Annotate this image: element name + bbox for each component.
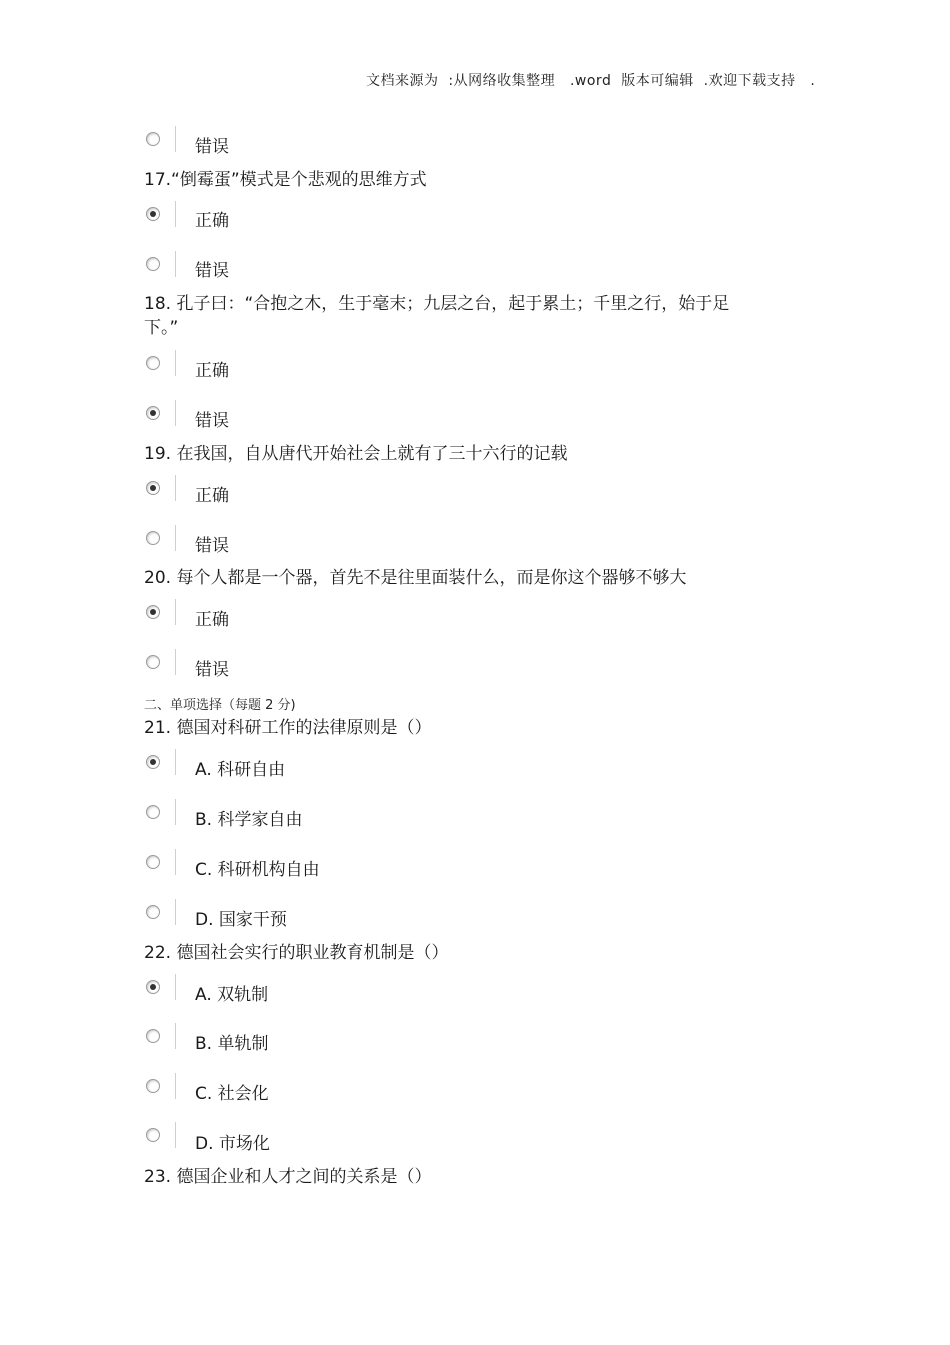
option-divider — [175, 749, 176, 775]
option-divider — [175, 201, 176, 227]
section-heading-single-choice: 二、单项选择（每题 2 分) — [144, 698, 296, 713]
radio-q16-wrong[interactable] — [146, 132, 160, 146]
option-label-q17-wrong: 错误 — [195, 261, 229, 281]
option-divider — [175, 350, 176, 376]
option-divider — [175, 1073, 176, 1099]
option-label-q22-c: C. 社会化 — [195, 1084, 269, 1104]
option-divider — [175, 599, 176, 625]
option-divider — [175, 649, 176, 675]
option-label-q19-wrong: 错误 — [195, 536, 229, 556]
radio-q20-wrong[interactable] — [146, 655, 160, 669]
radio-q22-b[interactable] — [146, 1029, 160, 1043]
radio-q22-a[interactable] — [146, 980, 160, 994]
radio-q21-a[interactable] — [146, 755, 160, 769]
radio-q22-c[interactable] — [146, 1079, 160, 1093]
option-label-q22-d: D. 市场化 — [195, 1134, 270, 1154]
option-divider — [175, 251, 176, 277]
page-header-note: 文档来源为 :从网络收集整理 .word 版本可编辑 .欢迎下载支持 . — [366, 73, 816, 89]
option-divider — [175, 849, 176, 875]
option-divider — [175, 525, 176, 551]
option-label-q18-correct: 正确 — [195, 361, 229, 381]
radio-q17-correct[interactable] — [146, 207, 160, 221]
option-divider — [175, 400, 176, 426]
question-17: 17.“倒霉蛋”模式是个悲观的思维方式 — [144, 170, 427, 190]
question-21: 21. 德国对科研工作的法律原则是（） — [144, 718, 432, 738]
radio-q19-correct[interactable] — [146, 481, 160, 495]
option-label-q22-a: A. 双轨制 — [195, 985, 269, 1005]
radio-q21-c[interactable] — [146, 855, 160, 869]
question-18-line1: 18. 孔子曰：“合抱之木，生于毫末；九层之台，起于累土；千里之行，始于足 — [144, 294, 730, 314]
option-label-q20-wrong: 错误 — [195, 660, 229, 680]
option-divider — [175, 475, 176, 501]
option-label-q21-d: D. 国家干预 — [195, 910, 287, 930]
option-label-q20-correct: 正确 — [195, 610, 229, 630]
question-19: 19. 在我国，自从唐代开始社会上就有了三十六行的记载 — [144, 444, 568, 464]
option-label-q21-b: B. 科学家自由 — [195, 810, 303, 830]
option-label-q21-c: C. 科研机构自由 — [195, 860, 320, 880]
radio-q18-correct[interactable] — [146, 356, 160, 370]
radio-q20-correct[interactable] — [146, 605, 160, 619]
option-divider — [175, 799, 176, 825]
radio-q18-wrong[interactable] — [146, 406, 160, 420]
option-label-q22-b: B. 单轨制 — [195, 1034, 269, 1054]
option-label-q19-correct: 正确 — [195, 486, 229, 506]
option-divider — [175, 899, 176, 925]
question-23: 23. 德国企业和人才之间的关系是（） — [144, 1167, 432, 1187]
option-divider — [175, 1023, 176, 1049]
radio-q21-b[interactable] — [146, 805, 160, 819]
question-20: 20. 每个人都是一个器，首先不是往里面装什么，而是你这个器够不够大 — [144, 568, 687, 588]
question-18-line2: 下。” — [144, 318, 179, 338]
radio-q21-d[interactable] — [146, 905, 160, 919]
option-divider — [175, 1122, 176, 1148]
radio-q19-wrong[interactable] — [146, 531, 160, 545]
option-label-q16-wrong: 错误 — [195, 137, 229, 157]
option-divider — [175, 974, 176, 1000]
radio-q17-wrong[interactable] — [146, 257, 160, 271]
option-label-q21-a: A. 科研自由 — [195, 760, 286, 780]
radio-q22-d[interactable] — [146, 1128, 160, 1142]
option-divider — [175, 126, 176, 152]
option-label-q18-wrong: 错误 — [195, 411, 229, 431]
option-label-q17-correct: 正确 — [195, 211, 229, 231]
question-22: 22. 德国社会实行的职业教育机制是（） — [144, 943, 449, 963]
